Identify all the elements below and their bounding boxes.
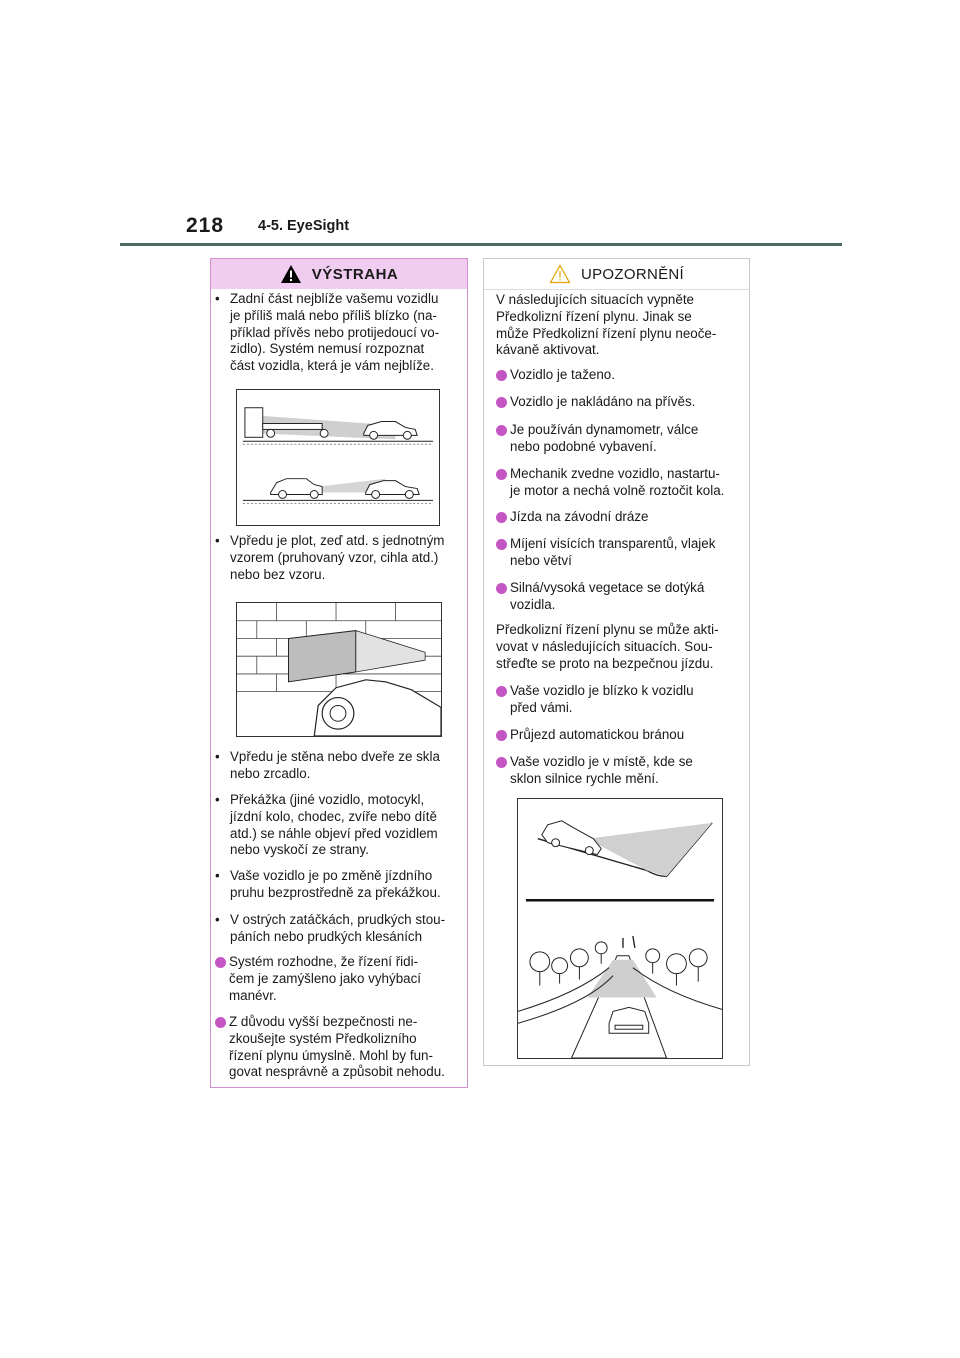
- warning-item-8: Z důvodu vyšší bezpečnosti ne- zkoušejte systém Předkolizního řízení plynu úmyslně. Mohl by fun- govat nesprávně a způsobit nehodu.: [229, 1014, 445, 1080]
- caution-item-9: Průjezd automatickou bránou: [510, 727, 685, 742]
- bullet-marker: •: [215, 868, 220, 883]
- section-title: 4-5. EyeSight: [258, 218, 350, 234]
- bullet-dot: [496, 425, 507, 436]
- caution-header: [484, 259, 749, 290]
- caution-item-7: Silná/vysoká vegetace se dotýká vozidla.: [510, 580, 705, 612]
- header-divider: [120, 243, 842, 246]
- warning-title: VÝSTRAHA: [311, 265, 399, 283]
- bullet-marker: •: [215, 912, 220, 927]
- caution-intro-2: Předkolizní řízení plynu se může akti- vovat v následujících situacích. Sou- střeďte se proto na bezpečnou jízdu.: [496, 622, 719, 671]
- warning-item-7: Systém rozhodne, že řízení řidi- čem je zamýšleno jako vyhýbací manévr.: [229, 954, 422, 1003]
- bullet-dot: [496, 757, 507, 768]
- bullet-marker: •: [215, 792, 220, 807]
- caution-intro: V následujících situacích vypněte Předkolizní řízení plynu. Jinak se může Předkolizní řízení plynu neoče- kávaně aktivovat.: [496, 292, 717, 358]
- caution-item-1: Vozidlo je taženo.: [510, 367, 615, 382]
- caution-triangle-icon: [549, 264, 571, 284]
- warning-item-2: Vpředu je plot, zeď atd. s jednotným vzorem (pruhovaný vzor, cihla atd.) nebo bez vzoru.: [230, 533, 445, 582]
- caution-item-8: Vaše vozidlo je blízko k vozidlu před vámi.: [510, 683, 694, 715]
- warning-item-4: Překážka (jiné vozidlo, motocykl, jízdní kolo, chodec, zvíře nebo dítě atd.) se náhle objeví před vozidlem nebo vyskočí ze strany.: [230, 792, 438, 858]
- bullet-dot: [215, 1017, 226, 1028]
- warning-item-5: Vaše vozidlo je po změně jízdního pruhu bezprostředně za překážkou.: [230, 868, 441, 900]
- illustration-trailer-and-car: [236, 389, 440, 526]
- bullet-dot: [496, 686, 507, 697]
- illustration-brick-wall: [236, 602, 442, 737]
- bullet-dot: [496, 730, 507, 741]
- warning-item-6: V ostrých zatáčkách, prudkých stou- páních nebo prudkých klesáních: [230, 912, 446, 944]
- caution-item-4: Mechanik zvedne vozidlo, nastartu- je motor a nechá volně roztočit kola.: [510, 466, 725, 498]
- caution-item-2: Vozidlo je nakládáno na přívěs.: [510, 394, 696, 409]
- caution-item-6: Míjení visících transparentů, vlajek nebo větví: [510, 536, 716, 568]
- bullet-dot: [496, 512, 507, 523]
- warning-header: [211, 259, 467, 289]
- warning-item-1: Zadní část nejblíže vašemu vozidlu je příliš malá nebo příliš blízko (na- příklad přívěs nebo protijedoucí vo- zidlo). Systém nemusí rozpoznat část vozidla, která je vám nejblíže.: [230, 291, 440, 374]
- warning-item-3: Vpředu je stěna nebo dveře ze skla nebo zrcadlo.: [230, 749, 440, 781]
- bullet-dot: [496, 539, 507, 550]
- caution-item-3: Je používán dynamometr, válce nebo podobné vybavení.: [510, 422, 699, 454]
- bullet-marker: •: [215, 533, 220, 548]
- bullet-marker: •: [215, 291, 220, 306]
- bullet-dot: [496, 397, 507, 408]
- bullet-dot: [215, 957, 226, 968]
- caution-title: UPOZORNĚNÍ: [580, 265, 684, 283]
- bullet-marker: •: [215, 749, 220, 764]
- illustration-slope-and-road: [517, 798, 723, 1059]
- bullet-dot: [496, 583, 507, 594]
- warning-triangle-icon: [280, 264, 302, 284]
- page-number: 218: [186, 214, 225, 237]
- caution-item-5: Jízda na závodní dráze: [510, 509, 649, 524]
- bullet-dot: [496, 370, 507, 381]
- bullet-dot: [496, 469, 507, 480]
- caution-item-10: Vaše vozidlo je v místě, kde se sklon silnice rychle mění.: [510, 754, 693, 786]
